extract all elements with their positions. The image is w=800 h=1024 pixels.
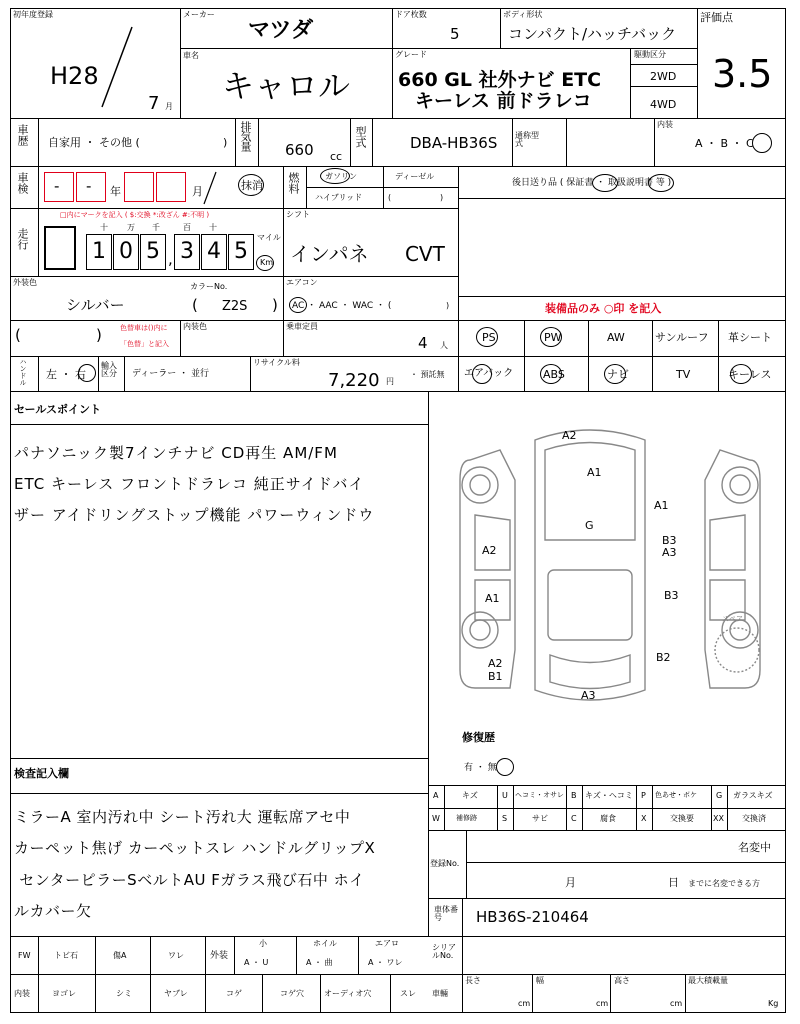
displacement-label: 排気量 [239,121,252,151]
equip-sunroof: サンルーフ [655,331,709,344]
drive-4wd: 4WD [650,98,677,111]
recycle-yen: 円 [386,377,394,386]
grade-line1: 660 GL 社外ナビ ETC [398,69,602,91]
dmg-mark-5: B3 [662,534,677,547]
odo-digit-1 [44,226,76,270]
odo-digit-3: 0 [113,234,139,270]
sales-title: セールスポイント [14,403,102,416]
maker-label: メーカー [183,10,215,19]
interior-label: 内装 [657,120,673,129]
fuel-diesel: ディーゼル [395,172,435,181]
dmg-mark-7: A2 [482,544,497,557]
grade-label: グレード [395,50,427,59]
interior-grades: A ・ B ・ C [695,137,754,150]
score-label: 評価点 [700,11,733,24]
docs-text: 後日送り品 ( 保証書 ・ 取扱説明書 等 ) [512,178,672,188]
interior-circle [752,133,772,153]
common-model-label: 通称型式 [515,131,539,148]
body-value: コンパクト/ハッチバック [508,25,677,43]
odo-digit-5: 3 [174,234,200,270]
odo-comma: , [168,250,173,268]
dmg-mark-11: B1 [488,670,503,683]
recycle-value: 7,220 [328,370,380,391]
equip-airbag: エアバック [464,368,514,379]
fuel-label: 燃料 [287,172,300,194]
color-value: シルバー [66,296,125,314]
dmg-mark-8: A1 [485,592,500,605]
dmg-mark-3: G [585,519,594,532]
dmg-mark-9: B3 [664,589,679,602]
fuel-other-close: ) [440,193,444,202]
equip-tv: TV [676,368,691,381]
car-name-value: キャロル [222,67,351,105]
import-label: 輸入区分 [101,361,117,378]
equip-ps: PS [482,331,496,344]
color-code-open: ( [192,296,198,314]
sales-line-1: パナソニック製7インチナビ CD再生 AM/FM [14,444,338,462]
first-reg-label: 初年度登録 [13,10,53,19]
dmg-mark-4: A1 [654,499,669,512]
history-value: 自家用 ・ その他 ( [48,136,140,149]
import-value: ディーラー ・ 並行 [132,369,210,379]
equip-title: 装備品のみ ○印 を記入 [545,302,662,315]
reg-month: 月 [565,876,576,889]
repair-value: 有 ・ 無 [464,763,497,773]
reg-day: 日 [668,876,679,889]
aircon-label: エアコン [286,278,318,287]
km-label: Km [260,258,274,267]
maker-value: マツダ [248,18,314,43]
drive-label: 駆動区分 [634,50,666,59]
model-value: DBA-HB36S [410,134,498,152]
fuel-other-open: ( [388,193,392,202]
cc-unit: cc [330,150,343,163]
displacement-value: 660 [285,141,314,159]
notes-title: 検査記入欄 [14,767,69,780]
dmg-mark-2: A1 [587,466,602,479]
model-label: 型式 [354,126,367,148]
drive-2wd: 2WD [650,70,677,83]
fuel-hybrid: ハイブリッド [315,193,363,202]
handle-value: 左 ・ 右 [46,368,86,381]
expired-option: 抹消 [241,179,263,192]
color-label: 外装色 [13,278,37,287]
handle-label: ハンドル [19,358,27,386]
capacity-value: 4 [418,334,428,352]
change-note1: 色替車は()内に [120,324,168,332]
sales-line-3: ザー アイドリングストップ機能 パワーウィンドウ [14,506,375,524]
dimensions-label: 車輛 [432,989,448,998]
odo-digit-6: 4 [201,234,227,270]
recycle-label: リサイクル料 [253,358,300,367]
equip-pw: PW [544,331,562,344]
car-name-label: 車名 [183,51,199,60]
inspection-month: 月 [192,185,203,198]
odo-digit-4: 5 [140,234,166,270]
vin-value: HB36S-210464 [476,908,589,926]
interior-color-label: 内装色 [183,322,207,331]
dmg-mark-12: B2 [656,651,671,664]
era-year: H28 [50,62,99,90]
serial-label: シリアルNo. [432,943,456,960]
color-code-close: ) [272,296,278,314]
shift-label: シフト [286,210,310,219]
registration-label: 登録No. [430,859,460,868]
fuel-gasoline: ガソリン [325,172,357,181]
notes-line-2: カーペット焦げ カーペットスレ ハンドルグリップX [14,839,376,857]
score-value: 3.5 [712,52,773,96]
recycle-deposit: ・ 預託無 [410,370,445,379]
name-change: 名変中 [738,841,771,854]
equip-aw: AW [607,331,625,344]
body-label: ボディ形状 [503,10,543,19]
inspection-label: 車検 [16,172,29,194]
inspection-year: 年 [110,185,121,198]
dmg-mark-13: A3 [581,689,596,702]
month-unit: 月 [165,102,173,111]
equip-keyless: キーレス [728,368,772,381]
odo-digit-2: 1 [86,234,112,270]
inspection-dash1: - [54,177,60,195]
change-open: ( [15,326,21,344]
history-close: ) [223,136,228,149]
equip-leather: 革シート [728,331,772,344]
notes-line-4: ルカバー欠 [14,902,92,920]
spare-label: スペア [722,615,743,623]
mile-label: マイル [257,233,281,242]
change-note2: 「色替」と記入 [120,340,169,348]
notes-line-3: センターピラーSベルトAU Fガラス飛び石中 ホイ [14,871,365,889]
mileage-label: 走行 [16,228,29,250]
dmg-mark-6: A3 [662,546,677,559]
repair-label: 修復歴 [462,731,495,744]
mileage-note: □内にマークを記入 ( $:交換 *:改ざん #:不明 ) [60,211,210,219]
dmg-mark-1: A2 [562,429,577,442]
inspection-dash2: - [86,177,92,195]
odo-digit-7: 5 [228,234,254,270]
color-code-label: カラーNo. [190,282,228,291]
vin-label: 車体番号 [434,905,458,922]
color-code: Z2S [222,299,248,314]
doors-value: 5 [450,25,460,43]
equip-abs: ABS [543,368,565,381]
dmg-mark-10: A2 [488,657,503,670]
aircon-close: ) [446,301,450,310]
sales-line-2: ETC キーレス フロントドラレコ 純正サイドバイ [14,475,365,493]
aircon-options: AC ・ AAC ・ WAC ・ ( [292,301,392,311]
reg-deadline: までに名変できる方 [688,879,760,888]
first-reg-month: 7 [148,93,160,114]
grade-line2: キーレス 前ドラレコ [415,90,592,112]
history-label: 車歴 [16,124,29,146]
notes-line-1: ミラーA 室内汚れ中 シート汚れ大 運転席アセ中 [14,808,351,826]
doors-label: ドア枚数 [395,10,427,19]
shift-value: インパネ CVT [290,242,445,266]
capacity-label: 乗車定員 [286,322,318,331]
change-close: ) [96,326,102,344]
equip-navi: ナビ [607,368,629,381]
capacity-unit: 人 [440,341,448,350]
